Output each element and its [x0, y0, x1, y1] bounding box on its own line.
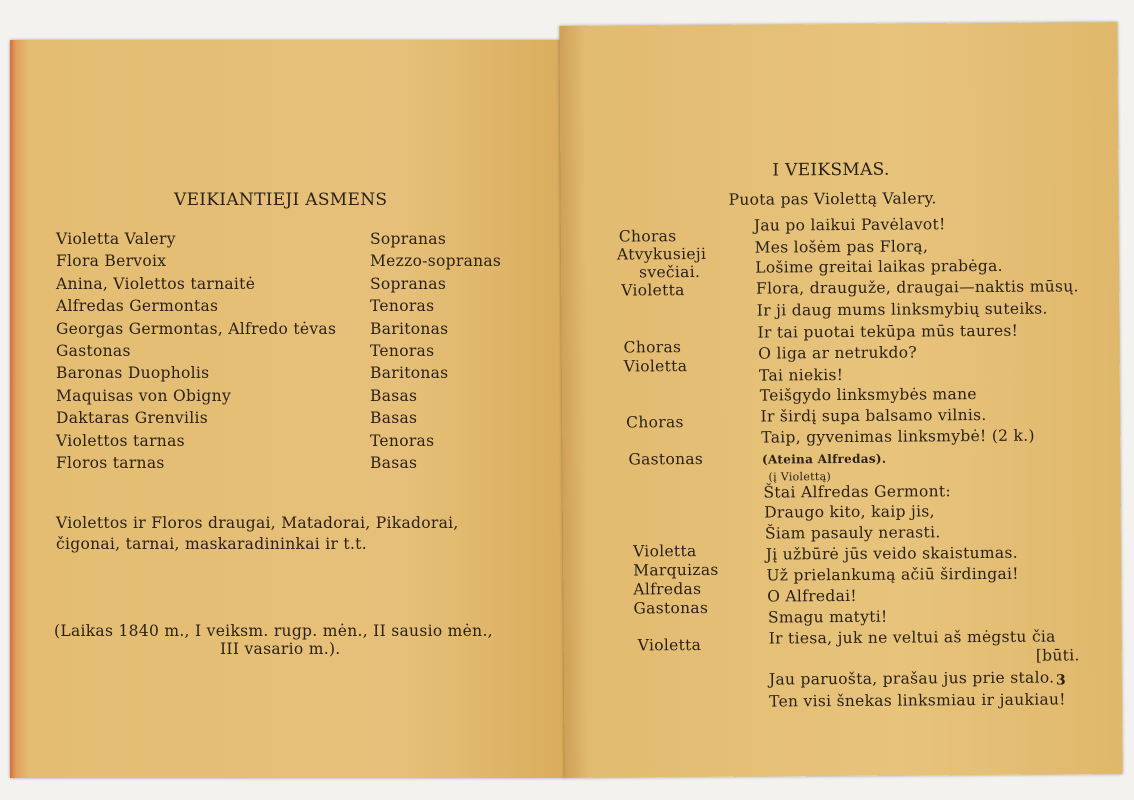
lyric-line: (Ateina Alfredas).: [761, 451, 887, 467]
speaker-name: Alfredas: [633, 579, 702, 599]
lyric-line: Už prielankumą ačiū širdingai!: [766, 564, 1019, 585]
cast-voice: Mezzo-sopranas: [370, 252, 502, 271]
speaker-name: Marquizas: [633, 560, 719, 580]
lyric-line: Ir širdį supa balsamo vilnis.: [760, 405, 987, 426]
speaker-name: Violetta: [621, 281, 685, 300]
speaker-name: Choras: [618, 227, 677, 246]
time-note-line: (Laikas 1840 m., I veiksm. rugp. mėn., II sausio mėn.,: [54, 622, 493, 640]
lyric-line: Teišgydo linksmybės mane: [759, 385, 977, 405]
speaker-name: Atvykusieji: [616, 244, 707, 264]
cast-name: Floros tarnas: [56, 454, 165, 472]
lyric-line: Štai Alfredas Germont:: [763, 482, 952, 502]
cast-voice: Baritonas: [370, 364, 449, 383]
lyric-line: Smagu matyti!: [767, 607, 888, 627]
right-page: [559, 22, 1122, 778]
left-page: [10, 40, 566, 778]
speaker-name: Gastonas: [628, 449, 704, 469]
speaker-name: Violetta: [637, 635, 702, 655]
lyric-line: Flora, drauguže, draugai—naktis mūsų.: [755, 277, 1079, 298]
time-note-line: III vasario m.).: [220, 640, 341, 658]
lyric-line: [būti.: [1035, 646, 1080, 665]
cast-name: Alfredas Germontas: [56, 297, 219, 316]
cast-voice: Tenoras: [370, 342, 435, 360]
cast-title: VEIKIANTIEJI ASMENS: [174, 190, 388, 210]
speaker-name: svečiai.: [639, 262, 701, 282]
speaker-name: Gastonas: [633, 598, 709, 618]
cast-voice: Tenoras: [370, 431, 435, 450]
cast-name: Violettos tarnas: [56, 431, 185, 450]
cast-voice: Sopranas: [370, 230, 447, 248]
cast-voice: Baritonas: [370, 319, 449, 338]
lyric-line: Ir tai puotai tekūpa mūs taures!: [757, 321, 1019, 342]
lyric-line: O Alfredai!: [767, 586, 857, 606]
speaker-name: Violetta: [623, 357, 688, 376]
lyric-line: Mes lošėm pas Florą,: [754, 237, 929, 257]
cast-voice: Sopranas: [370, 274, 447, 293]
lyric-line: O liga ar netrukdo?: [758, 343, 917, 363]
lyric-line: Draugo kito, kaip jis,: [764, 502, 935, 522]
cast-voice: Basas: [370, 386, 418, 405]
cast-name: Baronas Duopholis: [56, 364, 210, 383]
cast-voice: Basas: [370, 454, 418, 472]
lyric-line: (į Violettą): [768, 470, 832, 484]
lyric-line: Lošime greitai laikas prabėga.: [755, 256, 1003, 277]
cast-voice: Tenoras: [370, 297, 435, 316]
lyric-line: Ten visi šnekas linksmiau ir jaukiau!: [769, 690, 1066, 711]
lyric-line: Jį užbūrė jūs veido skaistumas.: [765, 543, 1018, 564]
lyric-line: Jau paruošta, prašau jus prie stalo.: [768, 668, 1055, 689]
lyric-line: Tai niekis!: [758, 365, 844, 385]
cast-name: Flora Bervoix: [56, 252, 167, 271]
cast-name: Violetta Valery: [56, 230, 176, 248]
page-number: 3: [1055, 672, 1067, 689]
lyric-line: Ir ji daug mums linksmybių suteiks.: [756, 299, 1048, 320]
lyric-line: Šiam pasauly nerasti.: [764, 523, 941, 543]
extras-line: Violettos ir Floros draugai, Matadorai, Pikadorai,: [56, 514, 459, 532]
act-title: I VEIKSMAS.: [772, 159, 890, 181]
cast-name: Anina, Violettos tarnaitė: [56, 274, 256, 293]
lyric-line: Ir tiesa, juk ne veltui aš mėgstu čia: [768, 627, 1056, 648]
cast-name: Daktaras Grenvilis: [56, 409, 208, 428]
lyric-line: Jau po laikui Pavėlavot!: [753, 215, 946, 235]
scene-subtitle: Puota pas Violettą Valery.: [728, 189, 937, 209]
lyric-line: Taip, gyvenimas linksmybė! (2 k.): [761, 426, 1035, 447]
cast-name: Maquisas von Obigny: [56, 386, 231, 405]
cast-name: Gastonas: [56, 342, 131, 360]
extras-line: čigonai, tarnai, maskaradininkai ir t.t.: [56, 535, 367, 553]
speaker-name: Choras: [626, 413, 684, 432]
cast-name: Georgas Germontas, Alfredo tėvas: [56, 319, 337, 338]
speaker-name: Choras: [623, 338, 682, 357]
speaker-name: Violetta: [632, 542, 697, 561]
cast-voice: Basas: [370, 409, 418, 428]
